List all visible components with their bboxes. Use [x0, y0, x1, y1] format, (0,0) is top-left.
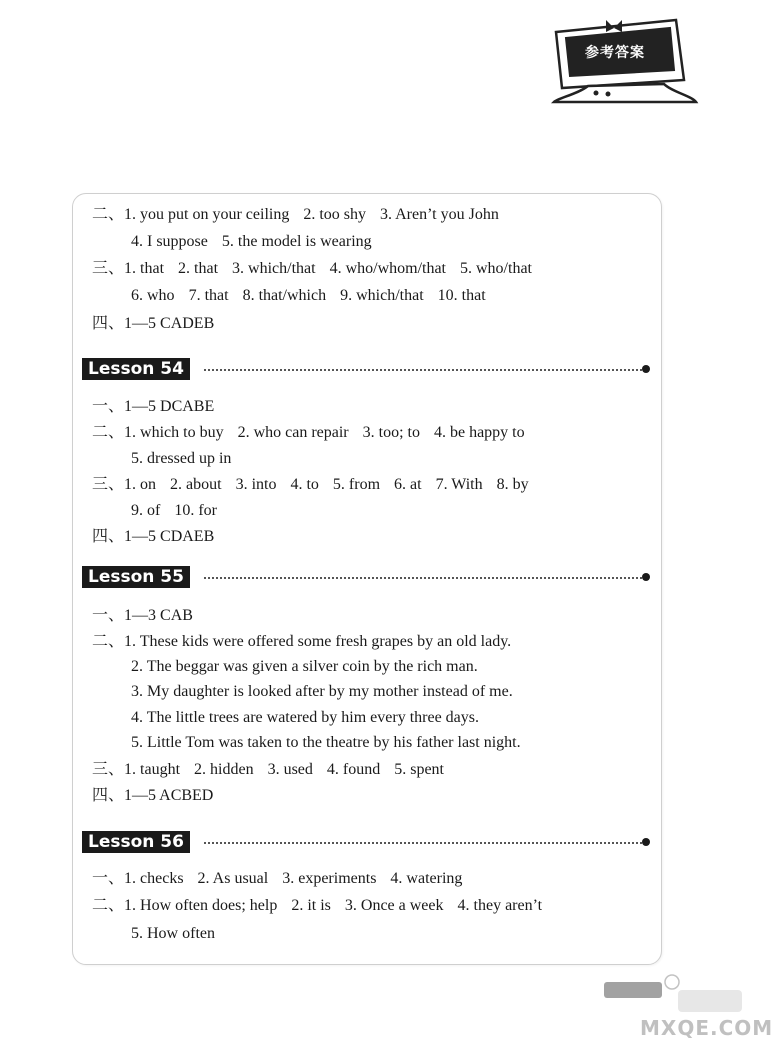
answer-item: 4. who/whom/that: [329, 260, 446, 277]
answer-line: [131, 708, 479, 728]
answer-item: 8. that/which: [242, 287, 327, 304]
answer-item: 1—5 CDAEB: [124, 528, 215, 545]
section-number-label: 二、: [92, 633, 125, 650]
answer-item: 4. be happy to: [433, 424, 525, 441]
answer-line: [92, 314, 214, 334]
watermark-url: MXQE.COM: [640, 1016, 773, 1040]
answer-item: 2. As usual: [197, 870, 269, 887]
answer-item: 9. of: [131, 502, 161, 519]
answer-line: [92, 869, 462, 889]
answer-line: [92, 760, 444, 780]
answer-item: 1. checks: [124, 870, 184, 887]
answer-line: [131, 733, 521, 753]
lesson-title: Lesson 56: [82, 831, 190, 853]
dotted-rule: [204, 842, 642, 844]
answer-item: 1. How often does; help: [124, 897, 278, 914]
section-number-label: 三、: [92, 476, 125, 493]
answer-item: 6. who: [131, 287, 175, 304]
answer-line: [131, 924, 215, 944]
answer-item: 1. on: [124, 476, 157, 493]
answer-item: 7. that: [188, 287, 229, 304]
section-number-label: 一、: [92, 398, 125, 415]
answer-line: [92, 259, 532, 279]
lesson-header: [82, 831, 650, 853]
answer-item: 10. that: [437, 287, 486, 304]
answer-item: 2. that: [178, 260, 219, 277]
answer-key-badge: [548, 14, 698, 106]
lesson-title: Lesson 54: [82, 358, 190, 380]
answer-item: 4. The little trees are watered by him every three days.: [131, 709, 480, 726]
answer-item: 5. the model is wearing: [221, 233, 372, 250]
bullet-dot-icon: [642, 838, 650, 846]
answer-item: 3. used: [267, 761, 313, 778]
answer-item: 5. who/that: [460, 260, 532, 277]
answer-item: 1. you put on your ceiling: [124, 206, 290, 223]
answer-line: [92, 606, 193, 626]
answer-item: 1—5 ACBED: [124, 787, 214, 804]
answer-item: 4. they aren’t: [457, 897, 543, 914]
answer-item: 3. Aren’t you John: [380, 206, 499, 223]
answer-item: 3. Once a week: [344, 897, 444, 914]
bullet-dot-icon: [642, 573, 650, 581]
lesson-header: [82, 358, 650, 380]
lesson-header: [82, 566, 650, 588]
answer-line: [131, 501, 217, 521]
answer-item: 5. from: [332, 476, 381, 493]
section-number-label: 二、: [92, 424, 125, 441]
answer-line: [92, 397, 214, 417]
answer-line: [92, 896, 542, 916]
answer-item: 3. too; to: [362, 424, 420, 441]
answer-item: 3. experiments: [282, 870, 377, 887]
answer-item: 1—3 CAB: [124, 607, 193, 624]
bullet-dot-icon: [642, 365, 650, 373]
answer-item: 1—5 DCABE: [124, 398, 215, 415]
answer-item: 2. it is: [291, 897, 331, 914]
dotted-rule: [204, 577, 642, 579]
answer-item: 1. taught: [124, 761, 181, 778]
answer-line: [92, 475, 529, 495]
answer-line: [92, 632, 511, 652]
answer-item: 2. about: [170, 476, 222, 493]
answer-line: [131, 449, 231, 469]
answer-item: 4. I suppose: [131, 233, 208, 250]
section-number-label: 三、: [92, 260, 125, 277]
answer-item: 3. which/that: [232, 260, 316, 277]
watermark: [598, 968, 773, 1046]
answer-item: 7. With: [435, 476, 483, 493]
answer-line: [92, 205, 499, 225]
section-number-label: 一、: [92, 870, 125, 887]
answer-item: 5. How often: [131, 925, 215, 942]
answer-item: 5. dressed up in: [131, 450, 232, 467]
answer-item: 9. which/that: [340, 287, 424, 304]
answer-item: 1. These kids were offered some fresh grapes by an old lady.: [124, 633, 512, 650]
answer-item: 3. into: [235, 476, 277, 493]
answer-item: 6. at: [394, 476, 422, 493]
section-number-label: 四、: [92, 528, 125, 545]
answer-line: [131, 657, 478, 677]
section-number-label: 四、: [92, 315, 125, 332]
section-number-label: 一、: [92, 607, 125, 624]
answer-item: 5. spent: [394, 761, 444, 778]
section-number-label: 三、: [92, 761, 125, 778]
answer-item: 4. to: [290, 476, 319, 493]
answer-item: 2. who can repair: [237, 424, 349, 441]
answer-item: 1—5 CADEB: [124, 315, 215, 332]
answer-line: [131, 232, 372, 252]
answer-item: 2. too shy: [303, 206, 366, 223]
answer-item: 4. watering: [390, 870, 463, 887]
answer-item: 5. Little Tom was taken to the theatre by his father last night.: [131, 734, 521, 751]
answer-line: [92, 786, 213, 806]
answer-item: 2. hidden: [194, 761, 254, 778]
section-number-label: 二、: [92, 206, 125, 223]
answer-line: [131, 286, 486, 306]
answer-item: 3. My daughter is looked after by my mother instead of me.: [131, 683, 513, 700]
answer-item: 1. that: [124, 260, 165, 277]
dotted-rule: [204, 369, 642, 371]
section-number-label: 四、: [92, 787, 125, 804]
answer-item: 1. which to buy: [124, 424, 224, 441]
answer-key-title: 参考答案: [585, 45, 645, 61]
answer-item: 8. by: [496, 476, 529, 493]
answer-item: 4. found: [326, 761, 381, 778]
section-number-label: 二、: [92, 897, 125, 914]
answer-item: 2. The beggar was given a silver coin by the rich man.: [131, 658, 478, 675]
answer-line: [92, 423, 525, 443]
answer-line: [92, 527, 214, 547]
answer-item: 10. for: [174, 502, 217, 519]
lesson-title: Lesson 55: [82, 566, 190, 588]
answer-line: [131, 682, 513, 702]
